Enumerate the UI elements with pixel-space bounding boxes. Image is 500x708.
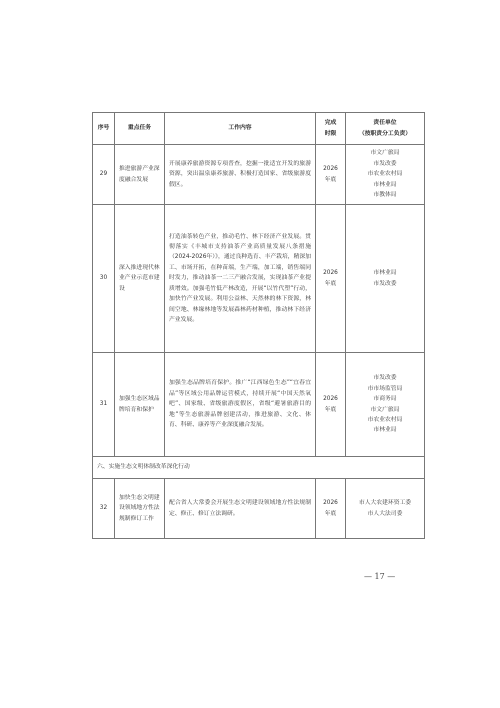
unit-item: 市林业局 (373, 270, 397, 277)
unit-item: 市人大农建环资工委 (358, 500, 412, 507)
table-row (93, 353, 425, 457)
row-task: 推进旅游产业深度融合发展 (115, 145, 165, 205)
unit-item: 市教体局 (373, 192, 397, 199)
row-time (316, 205, 346, 353)
unit-item: 市林业局 (373, 181, 397, 188)
row-time-line: 2026 (323, 500, 338, 507)
unit-item: 市商务局 (373, 396, 397, 403)
header-content: 工作内容 (165, 113, 316, 145)
table-header-row (93, 113, 425, 145)
row-content: 开展康养旅游资源专项普查，挖掘一批适宜开发的旅游资源，突出温泉康养旅游、积极打造国家、省级旅游度假区。 (165, 145, 316, 205)
table-row (93, 205, 425, 353)
table-row (93, 145, 425, 205)
row-content: 加强生态品牌培育保护。推广“江西绿色生态”“宜春宜品”等区域公用品牌运营模式，持续开展“中国天然氧吧”、国家级、省级旅游度假区，省级“避暑旅游目的地”等生态旅游品牌创建活动，推进旅游、文化、体育、科研、康养等产业深度融合发展。 (165, 353, 316, 457)
row-content: 配合省人大常委会开展生态文明建设领域地方性法规制定、修正、修订立法调研。 (165, 479, 316, 539)
header-time-line: 完成 (324, 120, 337, 127)
row-time-line: 2026 (323, 166, 338, 173)
unit-item: 市人大法司委 (367, 510, 403, 517)
row-units (346, 353, 425, 457)
header-unit-line: （按职责分工负责） (358, 130, 412, 137)
table-row (93, 479, 425, 539)
row-units (346, 205, 425, 353)
unit-item: 市文广旅局 (370, 406, 400, 413)
row-time (316, 353, 346, 457)
header-time (316, 113, 346, 145)
unit-item: 市农业农村局 (367, 416, 403, 423)
unit-item: 市发改委 (373, 280, 397, 287)
header-unit-line: 责任单位 (373, 120, 397, 127)
task-table (92, 112, 425, 539)
row-number: 32 (93, 479, 115, 539)
header-unit (346, 113, 425, 145)
unit-item: 市市场监管局 (367, 385, 403, 392)
header-no: 序号 (93, 113, 115, 145)
header-task: 重点任务 (115, 113, 165, 145)
unit-item: 市发改委 (373, 375, 397, 382)
row-time-line: 年底 (324, 176, 337, 183)
unit-item: 市农业农村局 (367, 171, 403, 178)
row-task: 深入推进现代林业产业示范市建设 (115, 205, 165, 353)
row-time-line: 2026 (323, 270, 338, 277)
row-number: 29 (93, 145, 115, 205)
section-row (93, 457, 425, 479)
row-number: 30 (93, 205, 115, 353)
unit-item: 市林业局 (373, 427, 397, 434)
section-heading: 六、实施生态文明体制改革深化行动 (93, 457, 425, 479)
header-time-line: 时限 (324, 130, 337, 137)
unit-item: 市文广旅局 (370, 150, 400, 157)
row-time-line: 年底 (324, 510, 337, 517)
row-time (316, 145, 346, 205)
row-time-line: 年底 (324, 280, 337, 287)
row-task: 加强生态区域品牌培育和保护 (115, 353, 165, 457)
row-time (316, 479, 346, 539)
row-task: 加快生态文明建设领域地方性法规制修订工作 (115, 479, 165, 539)
unit-item: 市发改委 (373, 160, 397, 167)
row-number: 31 (93, 353, 115, 457)
row-units (346, 145, 425, 205)
row-units (346, 479, 425, 539)
row-time-line: 年底 (324, 406, 337, 413)
row-content: 打造油茶转色产业，推动毛竹、林下经济产业发展。贯彻落实《丰城市支持油茶产业高质量发展八条措施（2024-2026年）》，通过良种选育、丰产栽培，精深加工、市场开拓，在种苗端，生产端，加工端，销售端同时发力，推动油茶一二三产融合发展，实现油茶产业提质增效。加强毛竹低产林改造，开展“以竹代塑”行动，加快竹产业发展。利用公益林、天然林的林下资源，林间空地、林缘林地等发展森林药材种植，推动林下经济产业发展。 (165, 205, 316, 353)
page-number: — 17 — (364, 572, 396, 581)
row-time-line: 2026 (323, 396, 338, 403)
